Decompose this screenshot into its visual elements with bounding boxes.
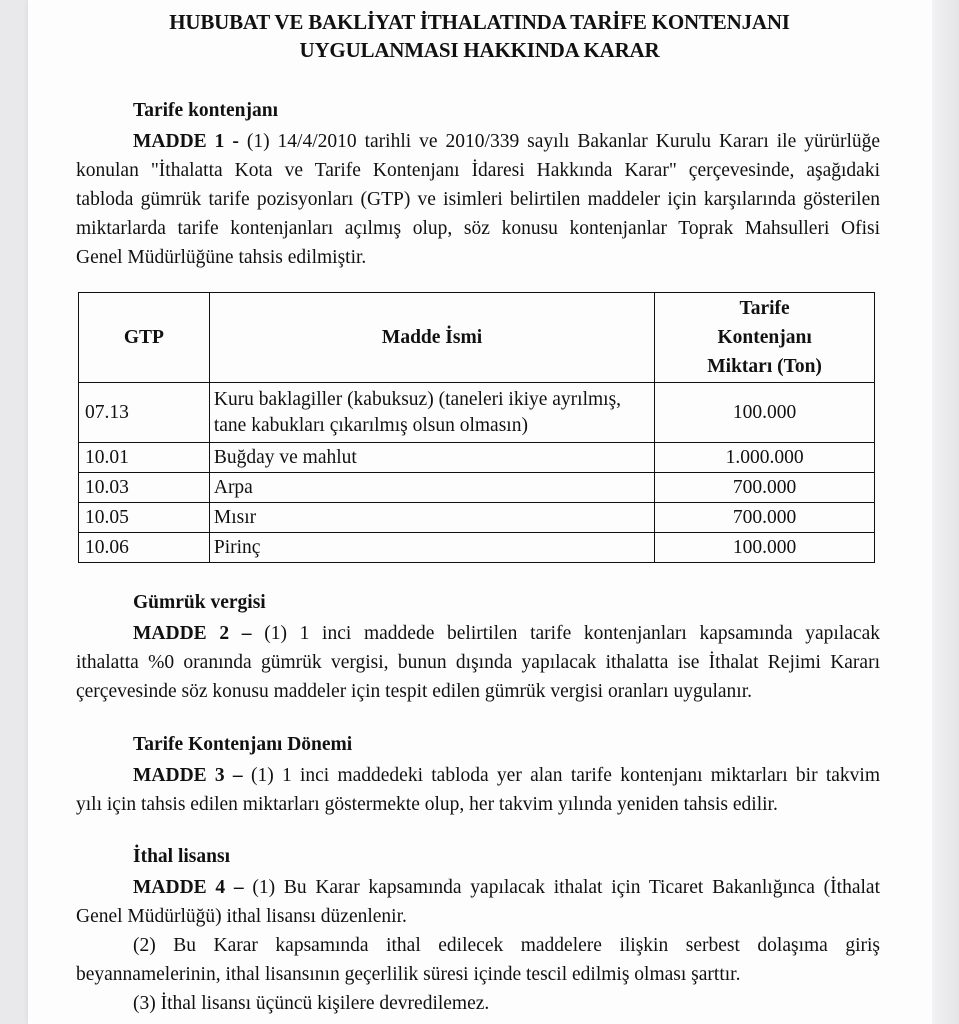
section4-line: (2) Bu Karar kapsamında ithal edilecek maddelere ilişkin serbest dolaşıma giriş <box>133 935 880 956</box>
article-label: MADDE 4 – <box>133 877 244 898</box>
section3-body <box>76 761 880 819</box>
table-row <box>79 473 875 503</box>
cell-gtp: 10.06 <box>79 533 210 563</box>
section1-line: Genel Müdürlüğüne tahsis edilmiştir. <box>76 247 367 268</box>
cell-item-name: Arpa <box>209 473 654 503</box>
article-label: MADDE 3 – <box>133 765 243 786</box>
section4-line: MADDE 4 – (1) Bu Karar kapsamında yapılacak ithalat için Ticaret Bakanlığınca (İthalat <box>133 877 880 898</box>
article-label: MADDE 2 – <box>133 623 252 644</box>
section3-line: MADDE 3 – (1) 1 inci maddedeki tabloda yer alan tarife kontenjanı miktarları bir takvim <box>133 765 881 786</box>
tariff-quota-table <box>78 292 875 563</box>
section1-line: miktarlarda tarife kontenjanları açılmış olup, söz konusu kontenjanlar Toprak Mahsulleri Ofisi <box>76 218 880 239</box>
section3-heading: Tarife Kontenjanı Dönemi <box>133 734 353 755</box>
header-gtp: GTP <box>79 293 210 383</box>
section2-body <box>76 619 880 706</box>
cell-item-name: Buğday ve mahlut <box>209 443 654 473</box>
table-header-row <box>79 293 875 383</box>
section2-line: MADDE 2 – (1) 1 inci maddede belirtilen tarife kontenjanları kapsamında yapılacak <box>133 623 880 644</box>
section4-line: beyannamelerinin, ithal lisansının geçerlilik süresi içinde tescil edilmiş olması şarttır. <box>76 964 741 985</box>
cell-item-name: Pirinç <box>209 533 654 563</box>
cell-gtp: 10.01 <box>79 443 210 473</box>
section4-body <box>76 873 880 1018</box>
section4-line: (3) İthal lisansı üçüncü kişilere devredilemez. <box>133 993 490 1014</box>
section1-line: konulan "İthalatta Kota ve Tarife Kontenjanı İdaresi Hakkında Karar" çerçevesinde, aşağıdaki <box>76 160 880 181</box>
header-item-name: Madde İsmi <box>209 293 654 383</box>
cell-amount: 100.000 <box>655 383 875 443</box>
table-row <box>79 383 875 443</box>
table-row <box>79 533 875 563</box>
header-quota-amount: Tarife Kontenjanı Miktarı (Ton) <box>655 293 875 383</box>
cell-gtp: 10.03 <box>79 473 210 503</box>
section3-line: yılı için tahsis edilen miktarları göstermekte olup, her takvim yılında yeniden tahsis edilir. <box>76 794 778 815</box>
cell-amount: 100.000 <box>655 533 875 563</box>
cell-amount: 700.000 <box>655 473 875 503</box>
section1-line: MADDE 1 - (1) 14/4/2010 tarihli ve 2010/339 sayılı Bakanlar Kurulu Kararı ile yürürlüğe <box>133 131 881 152</box>
table-row <box>79 503 875 533</box>
page-edge <box>932 0 959 1024</box>
cell-amount: 1.000.000 <box>655 443 875 473</box>
section4-heading: İthal lisansı <box>133 846 230 867</box>
cell-gtp: 07.13 <box>79 383 210 443</box>
article-label: MADDE 1 - <box>133 131 239 152</box>
section4-line: Genel Müdürlüğü) ithal lisansı düzenlenir. <box>76 906 407 927</box>
section1-line: tabloda gümrük tarife pozisyonları (GTP) ve isimleri belirtilen maddeler için karşılarında gösterilen <box>76 189 880 210</box>
section2-heading: Gümrük vergisi <box>133 592 266 613</box>
document-title-line2: UYGULANMASI HAKKINDA KARAR <box>299 38 660 62</box>
section2-line: ithalatta %0 oranında gümrük vergisi, bunun dışında yapılacak ithalatta ise İthalat Rejimi Kararı <box>76 652 880 673</box>
section1-body <box>76 127 880 272</box>
cell-item-name: Mısır <box>209 503 654 533</box>
cell-item-name: Kuru baklagiller (kabuksuz) (taneleri ikiye ayrılmış, tane kabukları çıkarılmış olsun olmasın) <box>209 383 654 443</box>
cell-amount: 700.000 <box>655 503 875 533</box>
section2-line: çerçevesinde söz konusu maddeler için tespit edilen gümrük vergisi oranları uygulanır. <box>76 681 752 702</box>
cell-gtp: 10.05 <box>79 503 210 533</box>
table-row <box>79 443 875 473</box>
document-title-line1: HUBUBAT VE BAKLİYAT İTHALATINDA TARİFE KONTENJANI <box>169 10 790 34</box>
section1-heading: Tarife kontenjanı <box>133 100 279 121</box>
